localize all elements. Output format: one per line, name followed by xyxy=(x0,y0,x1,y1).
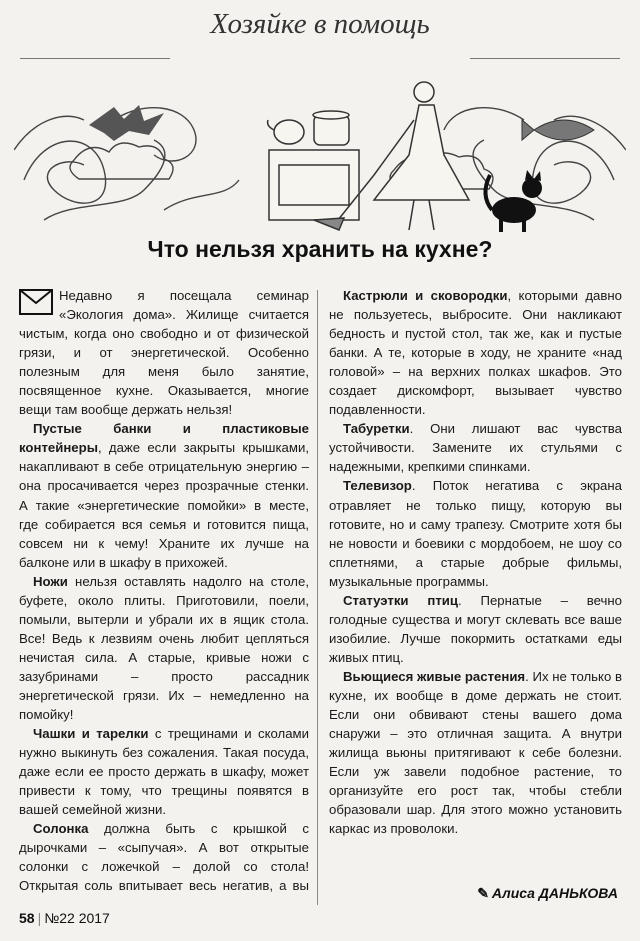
section-text: должна быть с крышкой с дырочками – «сыпучая». А вот открытые солонки с ложечкой – долой со стола! Открытая соль впитывает весь негатив, а вы xyxy=(19,821,309,894)
section-text: . Они лишают вас чувства устойчивости. Замените их стульями с надежными, крепкими спинками. xyxy=(329,421,622,475)
article-column-right xyxy=(329,286,622,898)
column-divider xyxy=(317,290,318,905)
section-text: , даже если закрыты крышками, накапливают в себе отрицательную энергию – она просачивается через прозрачные стенки. А такие «энергетические помойки» в месте, где собирается вся семья и готовится пища, совсем ни к чему! Храните их лучше на балконе или в шкафу в прихожей. xyxy=(19,440,309,570)
section-term: Табуретки xyxy=(343,421,410,437)
rubric-rule-left xyxy=(20,58,170,59)
article-section xyxy=(19,572,309,724)
article-section xyxy=(19,724,309,819)
article-intro: Недавно я посещала семинар «Экология дома». Жилище считается чистым, когда оно свободно и от физической грязи, и от энергетической. Особенно полезным для меня было занятие, посвященное кухне. Оказывается, многие вещи там вообще держать нельзя! xyxy=(19,288,309,418)
section-term: Телевизор xyxy=(343,478,412,494)
section-term: Солонка xyxy=(33,821,89,837)
article-section xyxy=(19,819,309,898)
section-text: . Поток негатива с экрана отравляет не только пищу, которую вы готовите, но и саму трапезу. Смотрите хотя бы не новости и боевики с мордобоем, не шоу со сплетнями, а старые добрые фильмы, музыкальные программы. xyxy=(329,478,622,589)
footer-separator: | xyxy=(37,910,42,926)
article-headline: Что нельзя хранить на кухне? xyxy=(147,236,493,262)
section-term: Статуэтки птиц xyxy=(343,592,458,608)
page-number: 58 xyxy=(19,910,35,926)
section-text: , которыми давно не пользуетесь, выбросите. Они накликают бедность и пустой стол, так же, как и пустые банки. А те, которые в ходу, не храните «над головой» – на верхних полках шкафов. Это создает дискомфорт, вызывает чувство подавленности. xyxy=(329,288,622,418)
article-section xyxy=(329,667,622,838)
issue-label: №22 2017 xyxy=(44,910,110,926)
section-term: Кастрюли и сковородки xyxy=(343,288,508,303)
pen-icon: ✎ xyxy=(477,885,489,901)
article-section xyxy=(329,591,622,667)
section-term: Вьющиеся живые растения xyxy=(343,668,526,684)
section-term: Пустые банки и пластиковые контейнеры xyxy=(19,421,309,456)
page-footer xyxy=(19,910,110,926)
section-text: нельзя оставлять надолго на столе, буфете, около плиты. Приготовили, поели, помыли, вытерли и убрали их в ящик стола. Все! Ведь к лезвиям очень любит цепляться нечистая сила. А старые, кривые ножи с зазубринами – просто рассадник энергетической грязи. Их – немедленно на помойку! xyxy=(19,573,309,723)
housewife-illustration xyxy=(14,60,626,235)
section-text: с трещинами и сколами нужно выкинуть без сожаления. Такая посуда, даже если ее просто держать в шкафу, может привести к тому, что трещины появятся в вашей семейной жизни. xyxy=(19,726,309,818)
article-section xyxy=(329,286,622,419)
article-section xyxy=(19,419,309,571)
article-author xyxy=(477,885,618,902)
rubric-rule-right xyxy=(470,58,620,59)
envelope-icon xyxy=(19,289,53,315)
article-column-left xyxy=(19,286,309,898)
section-text: . Их не только в кухне, их вообще в доме держать не стоит. Если они обвивают стены вашего дома снаружи – это отличная защита. А внутри жилища вьюны притягивают к себе болезни. Если уж завели подобное растение, то организуйте его рост так, чтобы стебли образовали шар. Для этого можно установить каркас из проволоки. xyxy=(329,668,622,837)
section-term: Ножи xyxy=(33,573,68,589)
author-name: Алиса ДАНЬКОВА xyxy=(491,885,618,901)
section-text: . Пернатые – вечно голодные существа и могут склевать все ваше изобилие. Лучше покормить остатками еды живых птиц. xyxy=(329,592,622,665)
article-section xyxy=(329,476,622,590)
section-term: Чашки и тарелки xyxy=(33,726,149,742)
article-section xyxy=(329,419,622,476)
rubric-title: Хозяйке в помощь xyxy=(210,8,430,40)
